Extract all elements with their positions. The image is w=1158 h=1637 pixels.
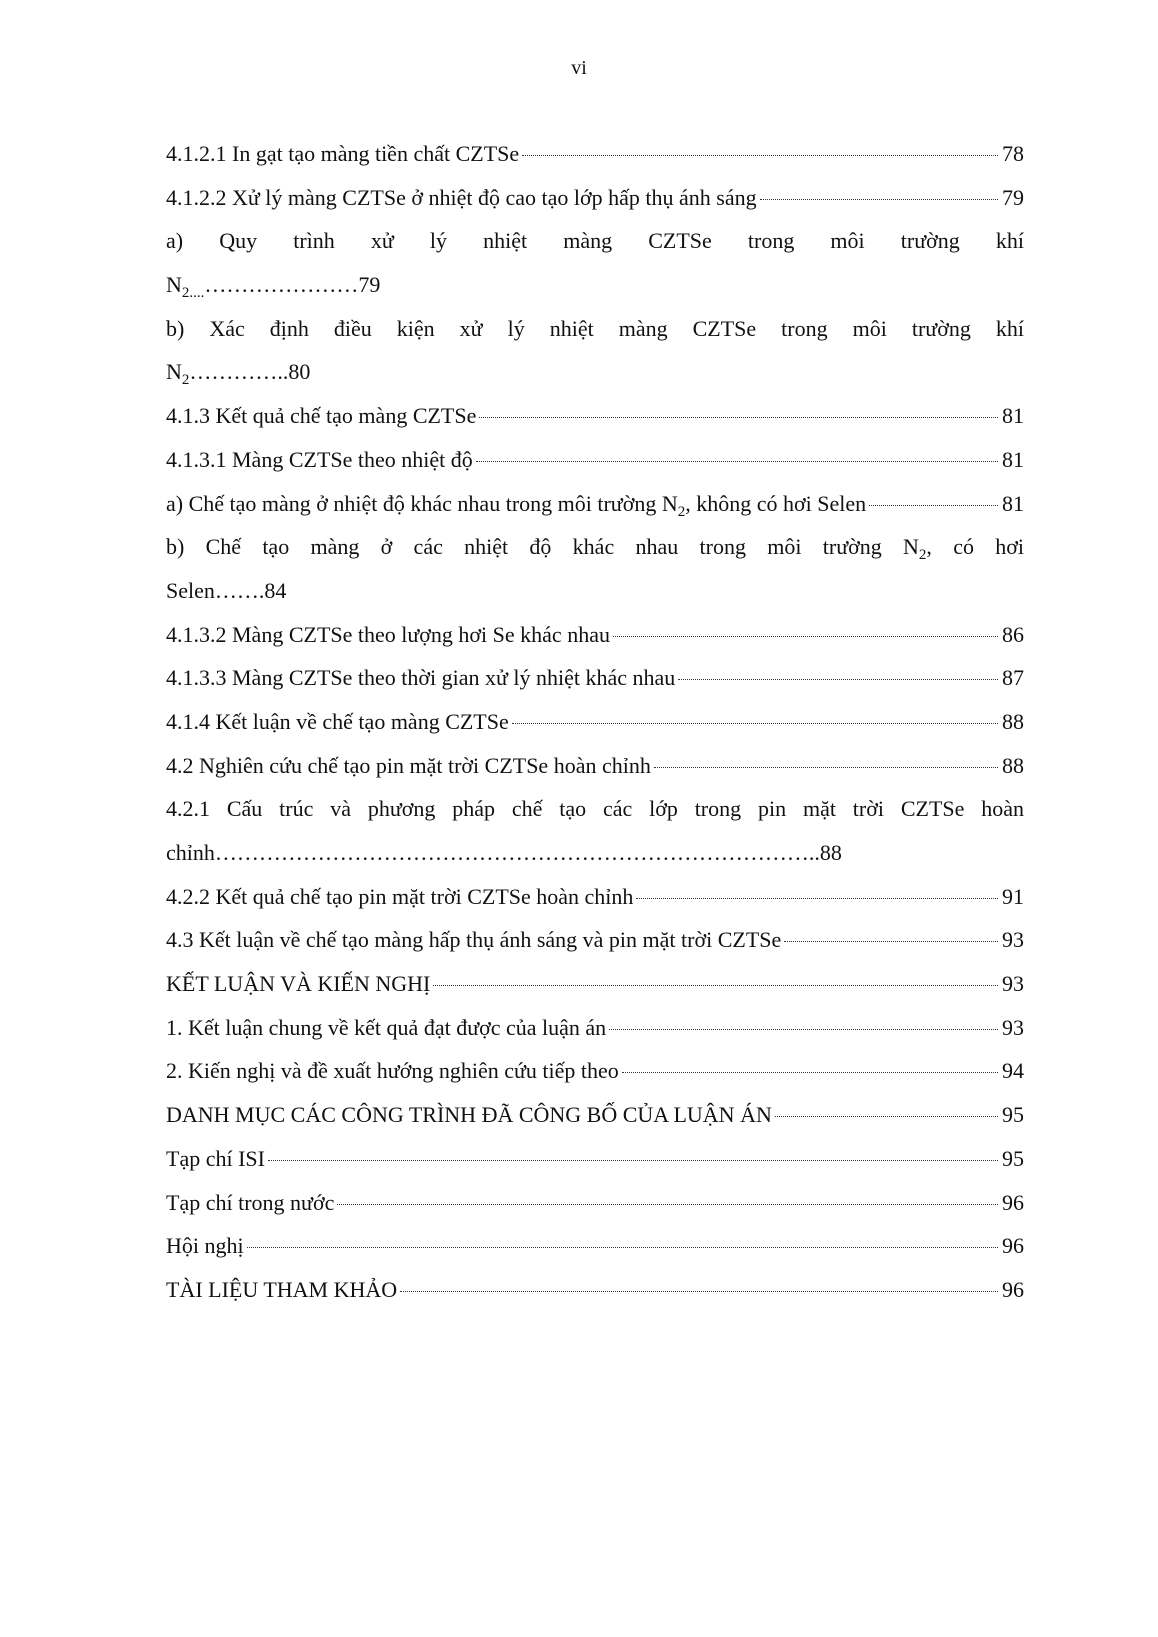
toc-entry[interactable] (166, 1137, 1024, 1181)
toc-entry-label: 4.1.3 Kết quả chế tạo màng CZTSe (166, 403, 477, 429)
toc-entry-page: 93 (1002, 1014, 1024, 1040)
toc-entry-page: 93 (1002, 927, 1024, 953)
toc-entry-label: Tạp chí trong nước (166, 1189, 335, 1215)
toc-entry-page: 81 (1002, 403, 1024, 429)
toc-entry-page: 95 (1002, 1102, 1024, 1128)
dot-leader (400, 1290, 998, 1292)
toc-entry-line: 4.2.1 Cấu trúc và phương pháp chế tạo các lớp trong pin mặt trời CZTSe hoàn (166, 796, 1024, 822)
toc-entry-label: 4.1.4 Kết luận về chế tạo màng CZTSe (166, 708, 509, 734)
toc-entry-continuation: $N_2\dots\dots\dots\dots..80$ (166, 359, 311, 389)
dot-leader (337, 1203, 998, 1205)
toc-entry[interactable] (166, 1268, 1024, 1312)
toc-entry-label: 4.2.2 Kết quả chế tạo pin mặt trời CZTSe hoàn chỉnh (166, 883, 634, 909)
toc-entry[interactable] (166, 875, 1024, 919)
dot-leader (609, 1028, 998, 1030)
toc-entry-label: 4.1.3.2 Màng CZTSe theo lượng hơi Se khác nhau (166, 621, 610, 647)
toc-entry-page: 96 (1002, 1189, 1024, 1215)
toc-entry-page: 87 (1002, 665, 1024, 691)
toc-entry-page: 95 (1002, 1145, 1024, 1171)
toc-entry-multiline[interactable] (166, 219, 1024, 306)
toc-entry-label: 4.1.2.2 Xử lý màng CZTSe ở nhiệt độ cao tạo lớp hấp thụ ánh sáng (166, 184, 757, 210)
toc-entry-continuation: $N_{2....}\dots\dots\dots\dots\dots\dots\dots 79$ (166, 272, 381, 302)
dot-leader (678, 678, 998, 680)
toc-entry-multiline[interactable] (166, 307, 1024, 394)
toc-entry-page: 96 (1002, 1233, 1024, 1259)
toc-entry-label: Tạp chí ISI (166, 1145, 265, 1171)
toc-entry[interactable] (166, 132, 1024, 176)
toc-entry[interactable] (166, 482, 1024, 526)
toc-entry-label: 4.1.3.1 Màng CZTSe theo nhiệt độ (166, 446, 473, 472)
toc-entry-page: 86 (1002, 621, 1024, 647)
toc-entry[interactable] (166, 1181, 1024, 1225)
toc-entry-label: a) Chế tạo màng ở nhiệt độ khác nhau trong môi trường $N_2$, không có hơi Selen (166, 490, 867, 520)
toc-entry[interactable] (166, 176, 1024, 220)
page-number: vi (571, 57, 587, 79)
toc-entry-label: KẾT LUẬN VÀ KIẾN NGHỊ (166, 971, 431, 997)
toc-entry[interactable] (166, 613, 1024, 657)
toc-entry-multiline[interactable] (166, 525, 1024, 612)
toc-entry[interactable] (166, 700, 1024, 744)
toc-entry[interactable] (166, 962, 1024, 1006)
toc-entry-page: 88 (1002, 708, 1024, 734)
toc-entry[interactable] (166, 1224, 1024, 1268)
toc-entry-line: b) Chế tạo màng ở các nhiệt độ khác nhau trong môi trường $N_2$, có hơi (166, 534, 1024, 564)
toc-entry[interactable] (166, 1093, 1024, 1137)
toc-entry-continuation: chỉnh………………………………………………………………………..88 (166, 840, 842, 865)
toc-entry-continuation: Selen…….84 (166, 577, 287, 603)
dot-leader (476, 460, 998, 462)
toc-entry-label: 4.1.3.3 Màng CZTSe theo thời gian xử lý nhiệt khác nhau (166, 665, 676, 691)
dot-leader (479, 416, 998, 418)
toc-entry-label: Hội nghị (166, 1233, 244, 1259)
dot-leader (869, 504, 998, 506)
dot-leader (622, 1071, 998, 1073)
toc-entry-multiline[interactable] (166, 787, 1024, 874)
toc-entry-label: DANH MỤC CÁC CÔNG TRÌNH ĐÃ CÔNG BỐ CỦA LUẬN ÁN (166, 1102, 772, 1128)
toc-entry-line: a) Quy trình xử lý nhiệt màng CZTSe trong môi trường khí (166, 228, 1024, 254)
dot-leader (268, 1159, 998, 1161)
toc-entry-label: 2. Kiến nghị và đề xuất hướng nghiên cứu tiếp theo (166, 1058, 619, 1084)
toc-entry[interactable] (166, 1049, 1024, 1093)
toc-entry-page: 94 (1002, 1058, 1024, 1084)
toc-entry[interactable] (166, 656, 1024, 700)
toc-entry-page: 79 (1002, 184, 1024, 210)
toc-entry[interactable] (166, 394, 1024, 438)
toc-entry[interactable] (166, 438, 1024, 482)
dot-leader (760, 198, 998, 200)
dot-leader (636, 897, 998, 899)
dot-leader (654, 766, 998, 768)
dot-leader (522, 154, 998, 156)
toc-entry-page: 93 (1002, 971, 1024, 997)
toc-entry-page: 91 (1002, 883, 1024, 909)
toc-entry[interactable] (166, 744, 1024, 788)
toc-entry-page: 78 (1002, 141, 1024, 166)
toc-entry-label: 4.1.2.1 In gạt tạo màng tiền chất CZTSe (166, 141, 520, 166)
toc-entry[interactable] (166, 1006, 1024, 1050)
toc-entry-label: 1. Kết luận chung về kết quả đạt được của luận án (166, 1014, 607, 1040)
table-of-contents (166, 132, 1024, 1312)
dot-leader (247, 1246, 998, 1248)
toc-entry-page: 81 (1002, 446, 1024, 472)
toc-entry-page: 88 (1002, 752, 1024, 778)
dot-leader (775, 1115, 998, 1117)
dot-leader (433, 984, 998, 986)
toc-entry-label: 4.3 Kết luận về chế tạo màng hấp thụ ánh sáng và pin mặt trời CZTSe (166, 927, 782, 953)
toc-entry-page: 96 (1002, 1276, 1024, 1302)
dot-leader (512, 722, 998, 724)
toc-entry[interactable] (166, 918, 1024, 962)
toc-entry-label: 4.2 Nghiên cứu chế tạo pin mặt trời CZTSe hoàn chỉnh (166, 752, 651, 778)
dot-leader (613, 635, 998, 637)
dot-leader (784, 940, 998, 942)
toc-entry-label: TÀI LIỆU THAM KHẢO (166, 1276, 398, 1302)
toc-entry-page: 81 (1002, 490, 1024, 516)
toc-entry-line: b) Xác định điều kiện xử lý nhiệt màng CZTSe trong môi trường khí (166, 315, 1024, 341)
